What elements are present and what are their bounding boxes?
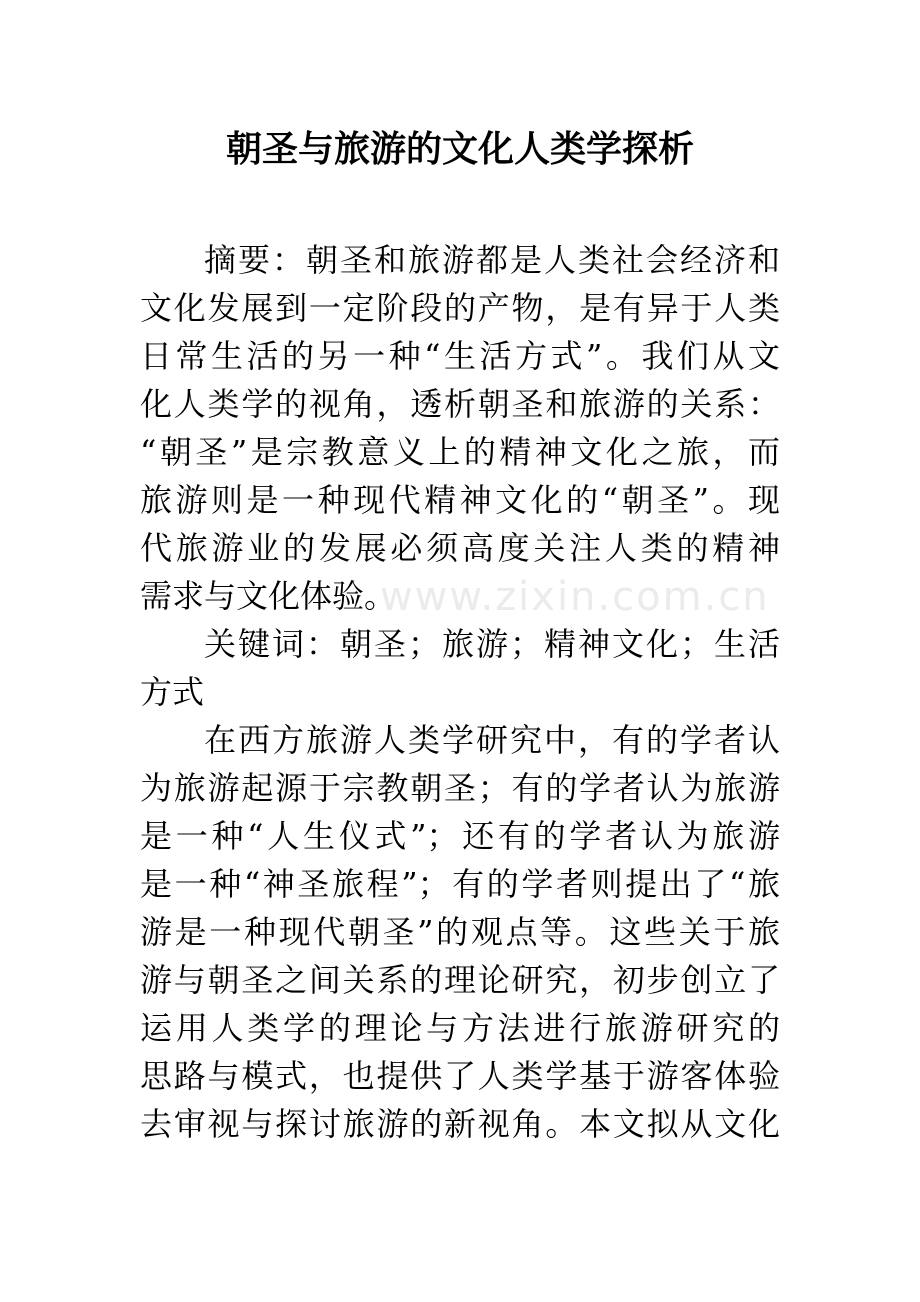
paragraph-line: 运用人类学的理论与方法进行旅游研究的 [140, 1009, 780, 1047]
keywords-line: 方式 [140, 673, 205, 711]
paragraph-line: 游与朝圣之间关系的理论研究，初步创立了 [140, 961, 780, 999]
abstract-line: 代旅游业的发展必须高度关注人类的精神 [140, 529, 780, 567]
abstract-line: 文化发展到一定阶段的产物，是有异于人类 [140, 289, 780, 327]
paragraph-line: 思路与模式，也提供了人类学基于游客体验 [140, 1057, 780, 1095]
watermark: www.zixin.com.cn [380, 574, 770, 620]
document-body [140, 236, 780, 1148]
paragraph-line: 在西方旅游人类学研究中，有的学者认 [204, 721, 780, 759]
paragraph-line: 为旅游起源于宗教朝圣；有的学者认为旅游 [140, 769, 780, 807]
abstract-line: 摘要：朝圣和旅游都是人类社会经济和 [204, 241, 780, 279]
abstract-line: 化人类学的视角，透析朝圣和旅游的关系： [140, 385, 780, 423]
paragraph-line: 去审视与探讨旅游的新视角。本文拟从文化 [140, 1105, 780, 1143]
abstract-line: 日常生活的另一种“生活方式”。我们从文 [140, 337, 780, 375]
paragraph-line: 是一种“神圣旅程”；有的学者则提出了“旅 [140, 865, 780, 903]
paragraph-line: 游是一种现代朝圣”的观点等。这些关于旅 [140, 913, 780, 951]
abstract-line: 需求与文化体验。 [140, 577, 397, 615]
document-title: 朝圣与旅游的文化人类学探析 [225, 128, 694, 170]
paragraph-line: 是一种“人生仪式”；还有的学者认为旅游 [140, 817, 780, 855]
keywords-line: 关键词：朝圣；旅游；精神文化；生活 [204, 625, 780, 663]
abstract-line: “朝圣”是宗教意义上的精神文化之旅，而 [140, 433, 780, 471]
abstract-line: 旅游则是一种现代精神文化的“朝圣”。现 [140, 481, 780, 519]
